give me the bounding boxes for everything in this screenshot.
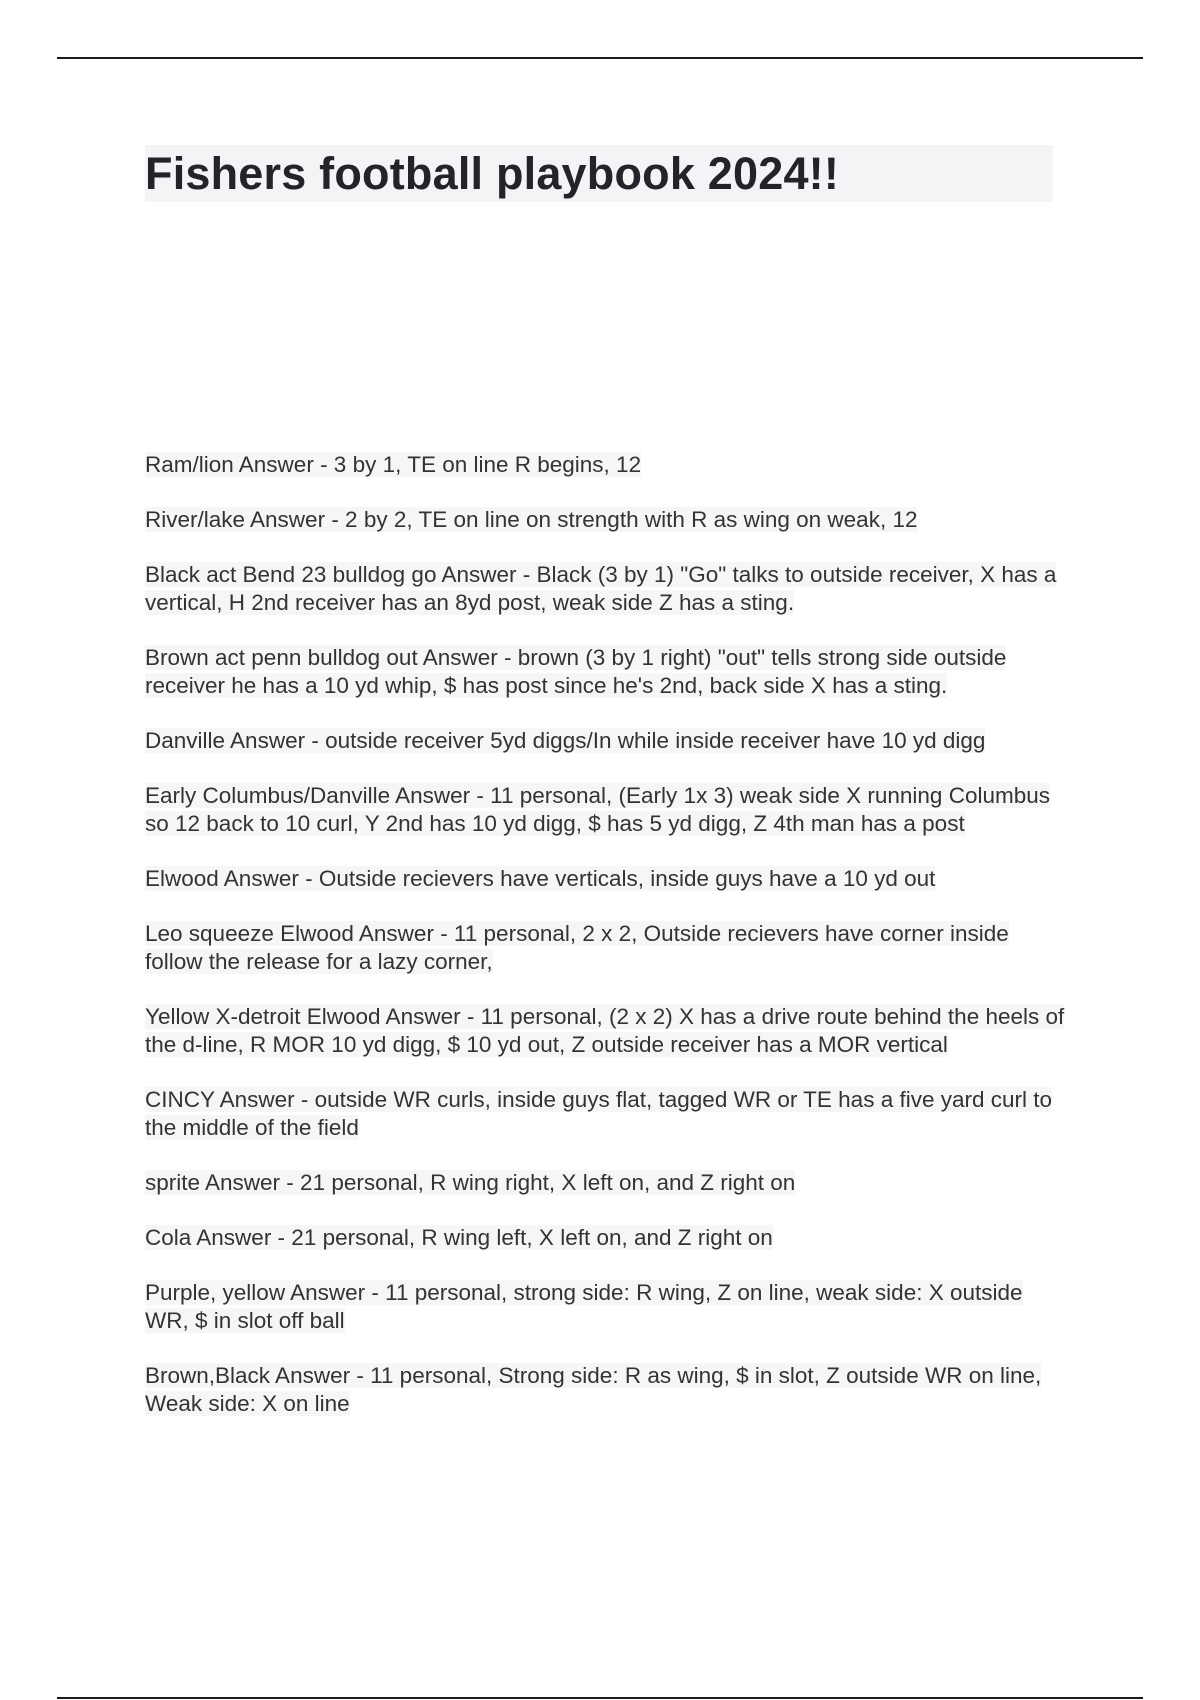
playbook-entry [145,920,1065,976]
entry-text: Yellow X-detroit Elwood Answer - 11 personal, (2 x 2) X has a drive route behind the heels of the d-line, R MOR 10 yd digg, $ 10 yd out, Z outside receiver has a MOR vertical [145,1004,1065,1057]
entry-text: Black act Bend 23 bulldog go Answer - Black (3 by 1) "Go" talks to outside receiver, X has a vertical, H 2nd receiver has an 8yd post, weak side Z has a sting. [145,562,1057,615]
entry-text: Cola Answer - 21 personal, R wing left, X left on, and Z right on [145,1225,773,1250]
playbook-entry [145,1362,1065,1418]
entry-text: Early Columbus/Danville Answer - 11 personal, (Early 1x 3) weak side X running Columbus so 12 back to 10 curl, Y 2nd has 10 yd digg, $ has 5 yd digg, Z 4th man has a post [145,783,1050,836]
playbook-entry [145,644,1065,700]
playbook-entry [145,1003,1065,1059]
playbook-entry [145,1169,1065,1197]
playbook-entry [145,1224,1065,1252]
playbook-entry [145,1086,1065,1142]
playbook-entry [145,451,1065,479]
entry-text: Leo squeeze Elwood Answer - 11 personal, 2 x 2, Outside recievers have corner inside follow the release for a lazy corner, [145,921,1009,974]
entry-text: Danville Answer - outside receiver 5yd diggs/In while inside receiver have 10 yd digg [145,728,986,753]
page-title: Fishers football playbook 2024!! [145,148,840,199]
bottom-rule [57,1697,1143,1699]
playbook-entry [145,561,1065,617]
playbook-entry [145,782,1065,838]
entry-text: sprite Answer - 21 personal, R wing right, X left on, and Z right on [145,1170,796,1195]
playbook-entry [145,865,1065,893]
entry-text: Elwood Answer - Outside recievers have verticals, inside guys have a 10 yd out [145,866,936,891]
entry-text: CINCY Answer - outside WR curls, inside guys flat, tagged WR or TE has a five yard curl to the middle of the field [145,1087,1053,1140]
entry-text: River/lake Answer - 2 by 2, TE on line on strength with R as wing on weak, 12 [145,507,918,532]
entry-text: Brown act penn bulldog out Answer - brown (3 by 1 right) "out" tells strong side outside receiver he has a 10 yd whip, $ has post since he's 2nd, back side X has a sting. [145,645,1007,698]
playbook-entry [145,727,1065,755]
title-block [145,145,1053,202]
playbook-entry [145,506,1065,534]
playbook-entry-list [145,451,1065,1445]
playbook-entry [145,1279,1065,1335]
entry-text: Purple, yellow Answer - 11 personal, strong side: R wing, Z on line, weak side: X outside WR, $ in slot off ball [145,1280,1023,1333]
top-rule [57,57,1143,59]
entry-text: Ram/lion Answer - 3 by 1, TE on line R begins, 12 [145,452,642,477]
entry-text: Brown,Black Answer - 11 personal, Strong side: R as wing, $ in slot, Z outside WR on line, Weak side: X on line [145,1363,1042,1416]
